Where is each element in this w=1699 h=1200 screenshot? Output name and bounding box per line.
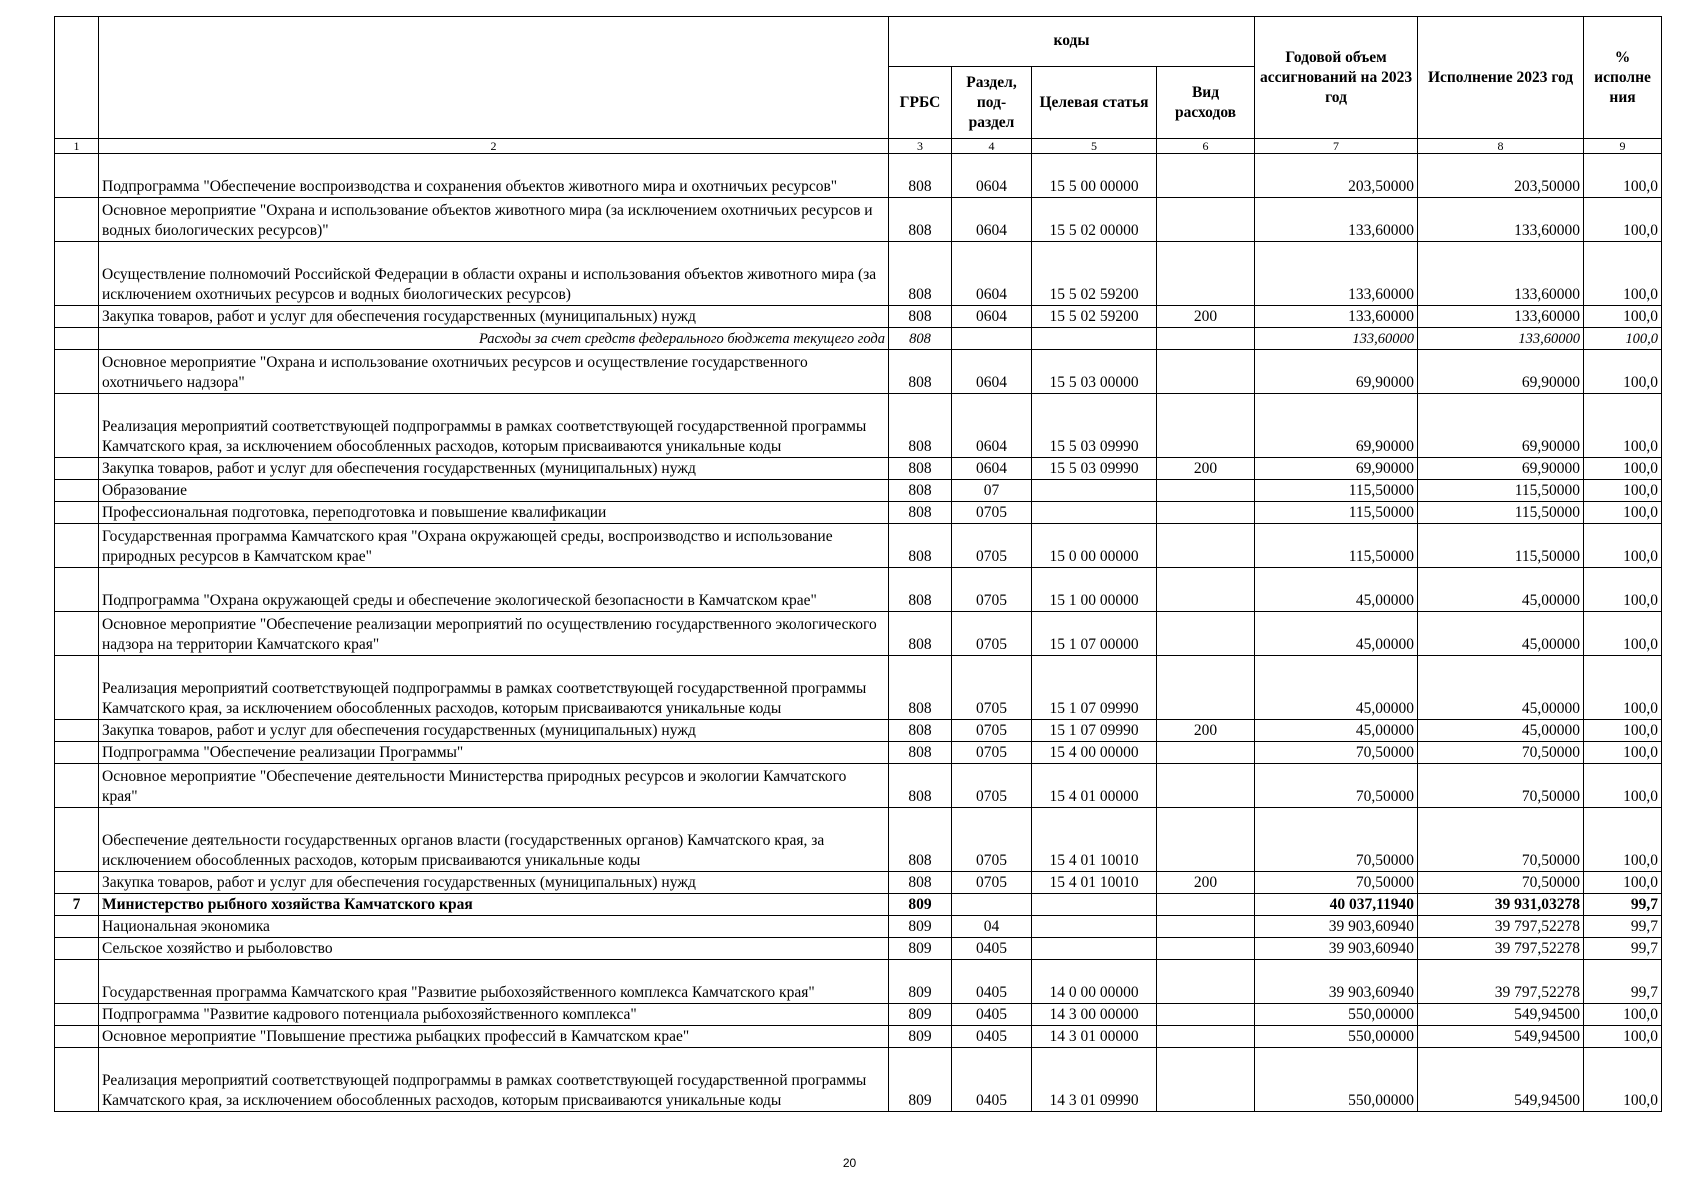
cell-grbs: 808: [889, 242, 952, 306]
cell-grbs: 808: [889, 328, 952, 350]
table-row: [55, 742, 1662, 764]
col-num: 8: [1418, 139, 1584, 154]
cell-number: [55, 656, 99, 720]
cell-annual-amount: 133,60000: [1255, 198, 1418, 242]
table-row: [55, 394, 1662, 458]
cell-razdel: [952, 328, 1032, 350]
cell-number: [55, 328, 99, 350]
cell-expense-type: 200: [1157, 720, 1255, 742]
header-execution: Исполнение 2023 год: [1418, 17, 1584, 139]
cell-percent: 100,0: [1584, 198, 1662, 242]
cell-grbs: 808: [889, 350, 952, 394]
cell-razdel: 0705: [952, 720, 1032, 742]
cell-percent: 100,0: [1584, 394, 1662, 458]
cell-grbs: 808: [889, 394, 952, 458]
cell-percent: 100,0: [1584, 742, 1662, 764]
cell-annual-amount: 40 037,11940: [1255, 894, 1418, 916]
cell-percent: 100,0: [1584, 720, 1662, 742]
table-row: [55, 1048, 1662, 1112]
cell-target-article: [1032, 916, 1157, 938]
cell-name: Реализация мероприятий соответствующей подпрограммы в рамках соответствующей государственной программы Камчатского края, за исключением обособленных расходов, которым присваиваются уникальные коды: [99, 1048, 889, 1112]
cell-annual-amount: 39 903,60940: [1255, 938, 1418, 960]
cell-target-article: 15 4 00 00000: [1032, 742, 1157, 764]
cell-grbs: 809: [889, 1026, 952, 1048]
cell-expense-type: [1157, 154, 1255, 198]
cell-execution: 203,50000: [1418, 154, 1584, 198]
cell-target-article: [1032, 938, 1157, 960]
cell-razdel: 0604: [952, 394, 1032, 458]
cell-grbs: 808: [889, 656, 952, 720]
cell-target-article: 15 1 07 00000: [1032, 612, 1157, 656]
cell-target-article: 15 0 00 00000: [1032, 524, 1157, 568]
cell-razdel: 0604: [952, 198, 1032, 242]
cell-grbs: 809: [889, 960, 952, 1004]
cell-expense-type: [1157, 350, 1255, 394]
cell-number: [55, 480, 99, 502]
cell-grbs: 809: [889, 894, 952, 916]
cell-razdel: 0705: [952, 808, 1032, 872]
cell-expense-type: [1157, 480, 1255, 502]
cell-percent: 100,0: [1584, 612, 1662, 656]
table-row: [55, 198, 1662, 242]
cell-razdel: 0705: [952, 742, 1032, 764]
col-num: 5: [1032, 139, 1157, 154]
cell-expense-type: [1157, 328, 1255, 350]
cell-percent: 99,7: [1584, 916, 1662, 938]
cell-execution: 39 797,52278: [1418, 960, 1584, 1004]
cell-execution: 70,50000: [1418, 808, 1584, 872]
col-num: 6: [1157, 139, 1255, 154]
cell-target-article: 15 4 01 10010: [1032, 808, 1157, 872]
cell-razdel: 0705: [952, 568, 1032, 612]
page-number: 20: [842, 1156, 857, 1170]
cell-execution: 133,60000: [1418, 306, 1584, 328]
cell-target-article: [1032, 328, 1157, 350]
cell-execution: 39 797,52278: [1418, 938, 1584, 960]
cell-razdel: 0405: [952, 938, 1032, 960]
cell-name: Основное мероприятие "Охрана и использование объектов животного мира (за исключением охотничьих ресурсов и водных биологических ресурсов)": [99, 198, 889, 242]
cell-annual-amount: 39 903,60940: [1255, 916, 1418, 938]
cell-target-article: [1032, 480, 1157, 502]
cell-name: Реализация мероприятий соответствующей подпрограммы в рамках соответствующей государственной программы Камчатского края, за исключением обособленных расходов, которым присваиваются уникальные коды: [99, 656, 889, 720]
cell-grbs: 808: [889, 872, 952, 894]
cell-percent: 100,0: [1584, 242, 1662, 306]
cell-razdel: 0705: [952, 502, 1032, 524]
cell-razdel: 0705: [952, 524, 1032, 568]
cell-grbs: 809: [889, 916, 952, 938]
cell-target-article: 15 1 07 09990: [1032, 720, 1157, 742]
cell-grbs: 808: [889, 720, 952, 742]
cell-percent: 99,7: [1584, 960, 1662, 1004]
cell-number: [55, 1026, 99, 1048]
cell-number: [55, 1004, 99, 1026]
cell-expense-type: [1157, 1004, 1255, 1026]
cell-name: Подпрограмма "Обеспечение реализации Программы": [99, 742, 889, 764]
cell-annual-amount: 133,60000: [1255, 242, 1418, 306]
cell-expense-type: 200: [1157, 306, 1255, 328]
cell-percent: 100,0: [1584, 764, 1662, 808]
cell-execution: 45,00000: [1418, 720, 1584, 742]
cell-number: [55, 198, 99, 242]
cell-grbs: 808: [889, 742, 952, 764]
cell-percent: 99,7: [1584, 894, 1662, 916]
header-grbs: ГРБС: [889, 67, 952, 139]
cell-target-article: [1032, 894, 1157, 916]
cell-number: [55, 938, 99, 960]
cell-expense-type: 200: [1157, 872, 1255, 894]
cell-execution: 115,50000: [1418, 524, 1584, 568]
cell-execution: 69,90000: [1418, 350, 1584, 394]
header-empty-num: [55, 17, 99, 139]
table-row: [55, 458, 1662, 480]
cell-execution: 133,60000: [1418, 198, 1584, 242]
header-vid: Вид расходов: [1157, 67, 1255, 139]
cell-razdel: 07: [952, 480, 1032, 502]
cell-number: [55, 872, 99, 894]
cell-execution: 549,94500: [1418, 1026, 1584, 1048]
cell-target-article: 15 1 00 00000: [1032, 568, 1157, 612]
col-num: 3: [889, 139, 952, 154]
cell-number: [55, 960, 99, 1004]
col-num: 4: [952, 139, 1032, 154]
header-codes: коды: [889, 17, 1255, 67]
column-number-row: [55, 139, 1662, 154]
cell-annual-amount: 550,00000: [1255, 1026, 1418, 1048]
cell-razdel: 0604: [952, 458, 1032, 480]
cell-expense-type: [1157, 1026, 1255, 1048]
table-row: [55, 872, 1662, 894]
header-razdel: Раздел, под-раздел: [952, 67, 1032, 139]
cell-name: Закупка товаров, работ и услуг для обеспечения государственных (муниципальных) нужд: [99, 872, 889, 894]
table-row: [55, 1026, 1662, 1048]
cell-annual-amount: 70,50000: [1255, 808, 1418, 872]
cell-expense-type: [1157, 764, 1255, 808]
cell-number: [55, 350, 99, 394]
cell-percent: 100,0: [1584, 350, 1662, 394]
cell-razdel: 0405: [952, 960, 1032, 1004]
cell-percent: 100,0: [1584, 1026, 1662, 1048]
table-row: [55, 350, 1662, 394]
cell-razdel: 04: [952, 916, 1032, 938]
cell-razdel: 0405: [952, 1048, 1032, 1112]
cell-execution: 115,50000: [1418, 480, 1584, 502]
cell-grbs: 809: [889, 938, 952, 960]
cell-execution: 549,94500: [1418, 1004, 1584, 1026]
cell-percent: 100,0: [1584, 656, 1662, 720]
cell-razdel: 0705: [952, 764, 1032, 808]
cell-grbs: 808: [889, 458, 952, 480]
cell-grbs: 809: [889, 1048, 952, 1112]
cell-target-article: 14 3 00 00000: [1032, 1004, 1157, 1026]
cell-execution: 70,50000: [1418, 764, 1584, 808]
cell-target-article: 15 1 07 09990: [1032, 656, 1157, 720]
table-row: [55, 242, 1662, 306]
col-num: 1: [55, 139, 99, 154]
cell-annual-amount: 69,90000: [1255, 350, 1418, 394]
cell-target-article: 14 3 01 09990: [1032, 1048, 1157, 1112]
cell-name: Осуществление полномочий Российской Федерации в области охраны и использования объектов животного мира (за исключением охотничьих ресурсов и водных биологических ресурсов): [99, 242, 889, 306]
cell-expense-type: [1157, 1048, 1255, 1112]
cell-target-article: 15 5 02 59200: [1032, 306, 1157, 328]
cell-annual-amount: 45,00000: [1255, 656, 1418, 720]
cell-razdel: 0705: [952, 656, 1032, 720]
cell-number: [55, 568, 99, 612]
cell-expense-type: [1157, 894, 1255, 916]
header-annual: Годовой объем ассигнований на 2023 год: [1255, 17, 1418, 139]
col-num: 7: [1255, 139, 1418, 154]
cell-name: Закупка товаров, работ и услуг для обеспечения государственных (муниципальных) нужд: [99, 720, 889, 742]
cell-annual-amount: 550,00000: [1255, 1048, 1418, 1112]
cell-target-article: 15 5 03 09990: [1032, 394, 1157, 458]
cell-target-article: [1032, 502, 1157, 524]
cell-annual-amount: 133,60000: [1255, 306, 1418, 328]
cell-percent: 99,7: [1584, 938, 1662, 960]
table-row: [55, 154, 1662, 198]
table-row: [55, 612, 1662, 656]
cell-target-article: 15 4 01 10010: [1032, 872, 1157, 894]
cell-target-article: 15 5 03 09990: [1032, 458, 1157, 480]
cell-number: [55, 458, 99, 480]
cell-name: Расходы за счет средств федерального бюджета текущего года: [99, 328, 889, 350]
cell-expense-type: [1157, 916, 1255, 938]
cell-expense-type: [1157, 242, 1255, 306]
cell-target-article: 14 3 01 00000: [1032, 1026, 1157, 1048]
cell-name: Профессиональная подготовка, переподготовка и повышение квалификации: [99, 502, 889, 524]
cell-expense-type: [1157, 612, 1255, 656]
cell-name: Подпрограмма "Охрана окружающей среды и обеспечение экологической безопасности в Камчатском крае": [99, 568, 889, 612]
cell-number: [55, 394, 99, 458]
cell-percent: 100,0: [1584, 328, 1662, 350]
cell-grbs: 808: [889, 764, 952, 808]
table-row: [55, 568, 1662, 612]
cell-number: [55, 808, 99, 872]
cell-percent: 100,0: [1584, 480, 1662, 502]
table-row: [55, 894, 1662, 916]
table-row: [55, 916, 1662, 938]
table-row: [55, 720, 1662, 742]
cell-grbs: 809: [889, 1004, 952, 1026]
cell-name: Министерство рыбного хозяйства Камчатского края: [99, 894, 889, 916]
cell-annual-amount: 69,90000: [1255, 394, 1418, 458]
cell-name: Сельское хозяйство и рыболовство: [99, 938, 889, 960]
cell-annual-amount: 70,50000: [1255, 764, 1418, 808]
cell-annual-amount: 45,00000: [1255, 612, 1418, 656]
cell-name: Государственная программа Камчатского края "Развитие рыбохозяйственного комплекса Камчатского края": [99, 960, 889, 1004]
cell-number: [55, 242, 99, 306]
cell-target-article: 15 5 02 59200: [1032, 242, 1157, 306]
cell-expense-type: 200: [1157, 458, 1255, 480]
cell-target-article: 15 5 03 00000: [1032, 350, 1157, 394]
cell-number: [55, 720, 99, 742]
col-num: 9: [1584, 139, 1662, 154]
cell-execution: 69,90000: [1418, 394, 1584, 458]
cell-grbs: 808: [889, 198, 952, 242]
cell-expense-type: [1157, 394, 1255, 458]
cell-annual-amount: 203,50000: [1255, 154, 1418, 198]
table-row: [55, 960, 1662, 1004]
cell-number: 7: [55, 894, 99, 916]
cell-execution: 45,00000: [1418, 612, 1584, 656]
cell-percent: 100,0: [1584, 568, 1662, 612]
cell-annual-amount: 550,00000: [1255, 1004, 1418, 1026]
cell-execution: 39 931,03278: [1418, 894, 1584, 916]
cell-annual-amount: 115,50000: [1255, 480, 1418, 502]
cell-name: Основное мероприятие "Повышение престижа рыбацких профессий в Камчатском крае": [99, 1026, 889, 1048]
cell-name: Закупка товаров, работ и услуг для обеспечения государственных (муниципальных) нужд: [99, 306, 889, 328]
cell-grbs: 808: [889, 154, 952, 198]
cell-number: [55, 612, 99, 656]
cell-target-article: 15 5 02 00000: [1032, 198, 1157, 242]
table-row: [55, 1004, 1662, 1026]
cell-percent: 100,0: [1584, 1048, 1662, 1112]
cell-razdel: 0604: [952, 242, 1032, 306]
table-row: [55, 808, 1662, 872]
table-row: [55, 938, 1662, 960]
cell-execution: 70,50000: [1418, 742, 1584, 764]
cell-grbs: 808: [889, 808, 952, 872]
cell-expense-type: [1157, 742, 1255, 764]
header-empty-name: [99, 17, 889, 139]
cell-execution: 70,50000: [1418, 872, 1584, 894]
cell-expense-type: [1157, 524, 1255, 568]
cell-grbs: 808: [889, 612, 952, 656]
header-percent: % исполне ния: [1584, 17, 1662, 139]
cell-annual-amount: 45,00000: [1255, 720, 1418, 742]
cell-razdel: [952, 894, 1032, 916]
cell-annual-amount: 115,50000: [1255, 502, 1418, 524]
cell-annual-amount: 133,60000: [1255, 328, 1418, 350]
cell-percent: 100,0: [1584, 1004, 1662, 1026]
cell-number: [55, 154, 99, 198]
cell-annual-amount: 115,50000: [1255, 524, 1418, 568]
col-num: 2: [99, 139, 889, 154]
header-tselevaya: Целевая статья: [1032, 67, 1157, 139]
cell-execution: 115,50000: [1418, 502, 1584, 524]
cell-target-article: 15 5 00 00000: [1032, 154, 1157, 198]
cell-expense-type: [1157, 938, 1255, 960]
cell-razdel: 0705: [952, 872, 1032, 894]
cell-razdel: 0604: [952, 350, 1032, 394]
table-row: [55, 524, 1662, 568]
cell-razdel: 0604: [952, 306, 1032, 328]
table-row: [55, 764, 1662, 808]
cell-expense-type: [1157, 808, 1255, 872]
cell-execution: 45,00000: [1418, 656, 1584, 720]
cell-expense-type: [1157, 656, 1255, 720]
cell-razdel: 0405: [952, 1004, 1032, 1026]
cell-number: [55, 764, 99, 808]
cell-execution: 549,94500: [1418, 1048, 1584, 1112]
cell-razdel: 0405: [952, 1026, 1032, 1048]
cell-execution: 45,00000: [1418, 568, 1584, 612]
cell-annual-amount: 39 903,60940: [1255, 960, 1418, 1004]
cell-expense-type: [1157, 960, 1255, 1004]
cell-name: Закупка товаров, работ и услуг для обеспечения государственных (муниципальных) нужд: [99, 458, 889, 480]
cell-target-article: 14 0 00 00000: [1032, 960, 1157, 1004]
cell-name: Образование: [99, 480, 889, 502]
table-row: [55, 306, 1662, 328]
table-row: [55, 480, 1662, 502]
cell-target-article: 15 4 01 00000: [1032, 764, 1157, 808]
cell-annual-amount: 70,50000: [1255, 872, 1418, 894]
cell-grbs: 808: [889, 568, 952, 612]
cell-percent: 100,0: [1584, 306, 1662, 328]
cell-execution: 133,60000: [1418, 242, 1584, 306]
cell-percent: 100,0: [1584, 458, 1662, 480]
cell-number: [55, 1048, 99, 1112]
budget-table: [54, 16, 1662, 1112]
cell-name: Подпрограмма "Развитие кадрового потенциала рыбохозяйственного комплекса": [99, 1004, 889, 1026]
cell-number: [55, 306, 99, 328]
cell-name: Обеспечение деятельности государственных органов власти (государственных органов) Камчатского края, за исключением обособленных расходов, которым присваиваются уникальные коды: [99, 808, 889, 872]
table-row: [55, 656, 1662, 720]
cell-name: Основное мероприятие "Обеспечение реализации мероприятий по осуществлению государственного экологического надзора на территории Камчатского края": [99, 612, 889, 656]
cell-execution: 69,90000: [1418, 458, 1584, 480]
cell-execution: 133,60000: [1418, 328, 1584, 350]
cell-razdel: 0705: [952, 612, 1032, 656]
cell-annual-amount: 45,00000: [1255, 568, 1418, 612]
cell-name: Реализация мероприятий соответствующей подпрограммы в рамках соответствующей государственной программы Камчатского края, за исключением обособленных расходов, которым присваиваются уникальные коды: [99, 394, 889, 458]
cell-grbs: 808: [889, 306, 952, 328]
cell-number: [55, 524, 99, 568]
cell-percent: 100,0: [1584, 502, 1662, 524]
cell-name: Национальная экономика: [99, 916, 889, 938]
table-row: [55, 502, 1662, 524]
cell-name: Подпрограмма "Обеспечение воспроизводства и сохранения объектов животного мира и охотничьих ресурсов": [99, 154, 889, 198]
cell-grbs: 808: [889, 524, 952, 568]
cell-number: [55, 916, 99, 938]
cell-annual-amount: 69,90000: [1255, 458, 1418, 480]
cell-expense-type: [1157, 568, 1255, 612]
cell-grbs: 808: [889, 480, 952, 502]
cell-percent: 100,0: [1584, 872, 1662, 894]
cell-razdel: 0604: [952, 154, 1032, 198]
cell-percent: 100,0: [1584, 154, 1662, 198]
cell-execution: 39 797,52278: [1418, 916, 1584, 938]
cell-name: Государственная программа Камчатского края "Охрана окружающей среды, воспроизводство и использование природных ресурсов в Камчатском крае": [99, 524, 889, 568]
cell-name: Основное мероприятие "Охрана и использование охотничьих ресурсов и осуществление государственного охотничьего надзора": [99, 350, 889, 394]
cell-number: [55, 742, 99, 764]
table-row: [55, 328, 1662, 350]
cell-expense-type: [1157, 502, 1255, 524]
cell-percent: 100,0: [1584, 524, 1662, 568]
cell-grbs: 808: [889, 502, 952, 524]
cell-annual-amount: 70,50000: [1255, 742, 1418, 764]
cell-percent: 100,0: [1584, 808, 1662, 872]
cell-name: Основное мероприятие "Обеспечение деятельности Министерства природных ресурсов и экологии Камчатского края": [99, 764, 889, 808]
cell-number: [55, 502, 99, 524]
cell-expense-type: [1157, 198, 1255, 242]
